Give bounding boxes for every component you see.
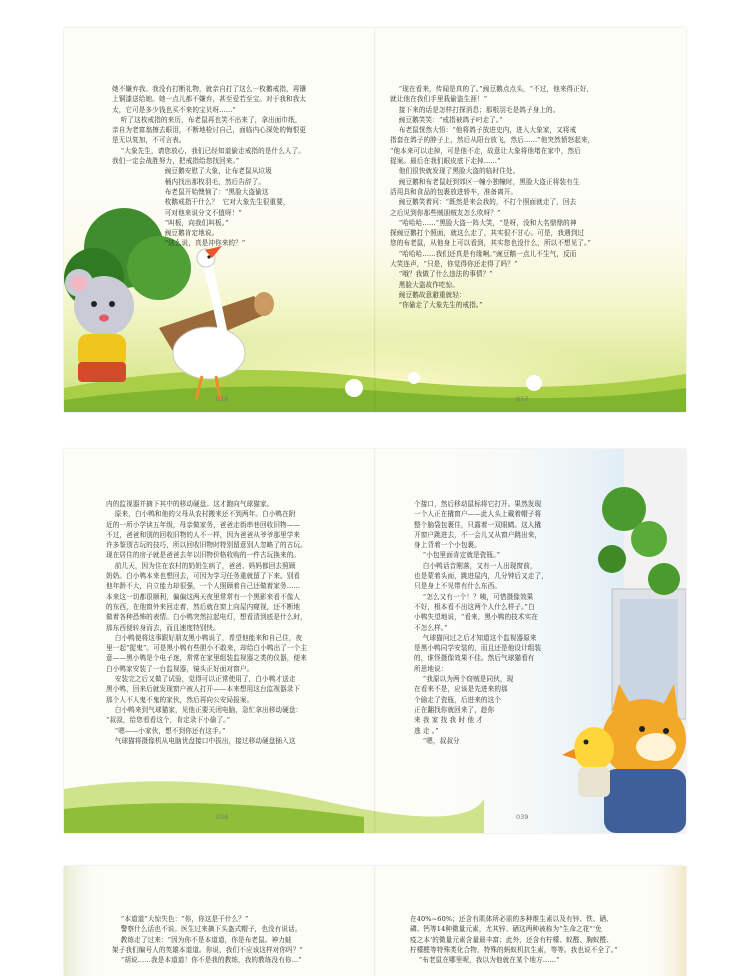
text-line: 来 我 家 找 我 时 他 才 (414, 716, 483, 725)
text-line: “本道道”大惊失色：“你，你这是干什么？” (112, 915, 249, 923)
text-line: 个接口，然后移动鼠标将它打开。果然发现 (414, 500, 542, 508)
page-number-039: 039 (516, 813, 529, 821)
text-line: “小包里面肯定就是瓷瓶。” (414, 551, 501, 560)
book-spine (374, 866, 376, 976)
text-line: 白小鸭家安装了一台监视器，镜头正好面对窗户。 (106, 664, 254, 673)
text-line: 开窗户跳进去，不一会儿又从窗户跳出来， (414, 530, 542, 539)
text-line: 亲自为老富翁擦去眼泪，不断地检讨自己，面临内心深处的悔恨更 (112, 126, 307, 135)
text-line: 豌豆鹅笑着问：“既然是来会我的，不打个照面就走了，回去 (390, 198, 577, 207)
text-line: 许多鉴别古玩的技巧，所以回收旧物时特别留意别人忽略了的古玩。 (106, 541, 307, 550)
text-line: 只是身上不见带有什么东西。 (414, 582, 502, 591)
text-line: 身上背着一个小包裹。 (414, 541, 481, 550)
text-line: “叔叔，给您看看这个，肯定录下小偷了。” (106, 716, 231, 725)
text-line: 个偷走了瓷瓶，后进来的这个 (414, 695, 502, 704)
text-line: 他们很快就发现了黑脸大盗的临时住处。 (390, 167, 520, 176)
page-016-text (112, 84, 367, 249)
text-line: 现在居住的房子就是爸爸去年以旧物价格收购的一件古玩换来的。 (106, 551, 301, 560)
text-line: 那个人不人鬼不鬼的家伙，然后再向公安局报案。 (106, 695, 254, 704)
text-line: 可对他来说分文不值呀！” (112, 208, 242, 217)
page-right-text (410, 914, 672, 965)
text-line: 正在翻找你就回来了，趁你 (414, 705, 495, 714)
text-line: 接下来的话是怎样打探消息；那根羽毛是鸽子身上的。 (390, 105, 560, 114)
text-line: 在40%~60%；还含有肌体所必需的多种维生素以及有锌、铁、硒、 (410, 915, 613, 923)
text-line: 所思地说： (414, 664, 448, 673)
text-line: 上铜漆送给她。她一点儿都不嫌弃，甚至爱若至宝。对于我和我太 (112, 95, 307, 104)
text-line: 活用具和食品的包裹放进轿车，准备离开。 (390, 187, 518, 196)
text-line: 听了这枚戒指的来历，布老鼠再也笑不出来了，拿出面巾纸， (112, 115, 302, 124)
text-line: 是黑小鸭同学安装的，而且还是他设计组装 (414, 644, 542, 653)
text-line: 就让他在我们手里栽偷盗生涯！” (390, 95, 488, 104)
text-line: 探豌豆鹅打个照面，就这么走了，其实很不甘心。可是，我遇到过 (390, 229, 585, 238)
text-line: 布老鼠恍然大悟：“他将鸽子放进史内，进入大象家，又将戒 (390, 126, 577, 135)
text-line: 近的一所小学读五年级，母亲做家务，爸爸走街串巷回收旧物—— (106, 520, 301, 529)
text-line: 黑小鸭，回来后就发现窗户被人打开——本来想用这台监视器录下 (106, 685, 301, 694)
page-number-017: 017 (516, 395, 529, 403)
text-line: 豌豆鹅故意避重就轻： (390, 290, 466, 299)
text-line: 本来这一切都很顺利，偏偏这两天夜里常常有一个黑影来看不像人 (106, 592, 301, 601)
book-spine (374, 449, 376, 833)
text-line: 枚鹅戒指干什么？ 它对大象先生很重要， (112, 198, 290, 207)
text-line: 太，它可是多少钱也买不来的宝贝呀……” (112, 105, 236, 114)
page-017-text (390, 84, 652, 311)
text-line: 捉案。最后在我们眼皮底下走掉……” (390, 157, 501, 166)
text-line: “现在看来，传闻是真的了。”豌豆鹅点点头，“不过，他来得正好， (390, 85, 594, 93)
text-line: 意——黑小鸭是个电子迷，常常在家里组装监视器之类的仪器，便来 (106, 654, 307, 663)
text-line: 的，谁怪摄像效果不佳。然后气球猫看有 (414, 654, 535, 663)
book-spread-038-039 (64, 449, 686, 833)
text-line: 前几天，因为住在农村的奶奶生病了，爸爸、妈妈都回去照顾 (106, 561, 296, 570)
text-line: 桶内找出那枚羽毛，然后告辞了。 (112, 177, 266, 186)
text-line: 布老鼠开始懊恼了：“黑脸大盗偷这 (112, 187, 269, 196)
text-line: “他本来可以走掉，可是他不走，故意让大象将他堵在家中，然后 (390, 146, 581, 155)
book-spread-016-017 (64, 28, 686, 412)
page-left-text (112, 914, 367, 965)
text-line: 疫之本’的微量元素含量最丰富；此外，还含有柠檬、蚁醛、胸蚁醛、 (410, 935, 614, 944)
page-038-text (106, 499, 368, 746)
text-line: 不怎么样。” (414, 623, 448, 632)
text-line: “大象先生，请您放心，我们已经知道偷走戒指的是什么人了。 (112, 146, 305, 155)
text-line: 内的监视器并摘下其中的移动硬盘。这才跑向气球猫家。 (106, 500, 274, 508)
page-number-016: 016 (216, 395, 229, 403)
text-line: 架子我们编号人的英雄本道道。你说，我们不应该这样对你吗？” (112, 945, 303, 954)
text-line: 指套在鸽子的脖子上，然后从阳台放飞，然后……”他突然愤怒起来， (390, 136, 595, 145)
text-line: 他年龄不大，自立能力却很强，一个人照顾着自己还做着家务…… (106, 582, 301, 591)
text-line: 一个人正在撬窗户——此人头上戴着帽子将 (414, 510, 542, 519)
text-line: “嗯——小家伙，想不到你还有这手。” (106, 726, 226, 735)
text-line: 安装完之后又做了试验，觉得可以正常使用了，白小鸭才送走 (106, 675, 296, 684)
text-line: 您的布老鼠，从他身上可以看到，其实您也没什么，所以不想见了。” (390, 239, 591, 248)
text-line: “嗯，叔叔分 (414, 736, 460, 745)
text-line: 气球猫将摄像机从电脑优盘接口中拔出，接过移动硬盘插入这 (106, 736, 296, 745)
text-line: “我原以为两个窃贼是同伙，现 (414, 675, 514, 684)
text-line: 黑脸大盗故作吃惊。 (390, 280, 460, 289)
text-line: 逃 走 。” (414, 726, 439, 735)
text-line: 原来，白小鸭和他的父母从农村搬来还不到两年。白小鸭在附 (106, 510, 296, 519)
text-line: “布老鼠在哪里呢，我以为他就在某个地方……” (410, 956, 560, 965)
text-line: 是无以复加，不可言表。 (112, 136, 186, 145)
text-line: 大笑连声，“只是，你觉得你还走得了吗？” (390, 260, 518, 269)
text-line: 也是蒙着头面，跳进屋内，几分钟后又走了， (414, 572, 548, 581)
text-line: 豌豆鹅肯定地说。 (112, 229, 219, 238)
text-line: 豌豆鹅安慰了大象，让布老鼠从垃圾 (112, 167, 272, 176)
text-line: “怎么又有一个！？咦，可惜摄像效果 (414, 592, 534, 601)
text-line: 她不嫌弃我。我没有打断礼物，就亲自打了这么一枚鹅戒指，再镶 (112, 85, 307, 93)
text-line: 的东西，在他窗外来回走着，然后就在窗上向屋内窥视，还不断地 (106, 602, 301, 611)
text-line: 气球猫问过之后才知道这个监视器原来 (414, 633, 537, 642)
text-line: “哦？我做了什么违法的事情？” (390, 270, 493, 279)
text-line: 在看来不是，应该是先进来的那 (414, 685, 508, 694)
text-line: 教练走了过来：“因为你不是本道道，你是布老鼠。神力蛙 (112, 935, 292, 944)
page-039-text (414, 499, 614, 746)
book-spread-partial (64, 866, 686, 976)
text-line: 白小鸭话音刚落，又有一人出现窗前， (414, 561, 537, 570)
text-line: 小鸭失望地说，“看来，黑小鸭的技术实在 (414, 613, 538, 622)
text-line: 柠檬醛等特殊类化合物，特殊的蚂蚁机抗生素，等等。我也说不全了。” (410, 945, 618, 954)
text-line: 磷、钙等14种微量元素，尤其锌、硒这两种被称为“生命之花”‘免 (410, 925, 602, 934)
text-line: 豌豆鹅和布老鼠赶到郊区一幢小独幢时，黑脸大盗正将装有生 (390, 177, 580, 186)
text-line: 警察什么话也不说。医生过来摘下头盔式帽子，也没有说话。 (112, 925, 302, 934)
text-line: 我们一定会战胜努力，把戒指给您找回来。” (112, 157, 240, 166)
text-line: 里一起“捉鬼”。可是黑小鸭有些胆小不敢来，却给白小鸭出了一个主 (106, 644, 308, 653)
text-line: “你偷走了大象先生的戒指。” (390, 301, 483, 310)
page-number-038: 038 (216, 813, 229, 821)
text-line: 整个脑袋包裹住，只露着一双眼睛。这人撬 (414, 520, 542, 529)
text-line: “哈哈哈……我们还真是有缘啊。”豌豆鹅一点儿不生气，反而 (390, 249, 577, 258)
text-line: 那东西便转身而去，而且速度特别快。 (106, 623, 220, 632)
text-line: “哈哈哈……”黑脸大盗一阵大笑，“是呀，没和大名鼎鼎的神 (390, 218, 577, 227)
text-line: 白小鸭来到气球猫家，见他正要关闭电脑，急忙拿出移动硬盘： (106, 705, 303, 714)
text-line: 之后见到你那些贼朋贼友怎么吹呀？” (390, 208, 501, 217)
book-spine (374, 28, 376, 412)
text-line: “这么说，真是冲你来的？” (112, 239, 246, 248)
text-line: “叫板，向我们叫板。” (112, 218, 229, 227)
text-line: 豌豆鹅笑笑：“戒指被鸽子叼走了。” (390, 115, 503, 124)
text-line: 奶奶。白小鸭本来也想回去，可因为学习任务重就留了下来。别看 (106, 572, 301, 581)
text-line: 不过，爸爸和别的回收旧物的人不一样，因为爸爸从爷爷那里学来 (106, 530, 301, 539)
text-line: “胡说……我是本道道！你不是我的教练，我的教练没有你…” (112, 956, 302, 965)
text-line: 做着各种恐怖的表情。白小鸭突然拉起电灯，想看清到底是什么时， (106, 613, 307, 622)
text-line: 不好，根本看不出这两个人什么样子。”白 (414, 602, 535, 611)
text-line: 白小鸭便将这事跟好朋友黑小鸭说了，希望他能来和自己住，夜 (106, 633, 303, 642)
